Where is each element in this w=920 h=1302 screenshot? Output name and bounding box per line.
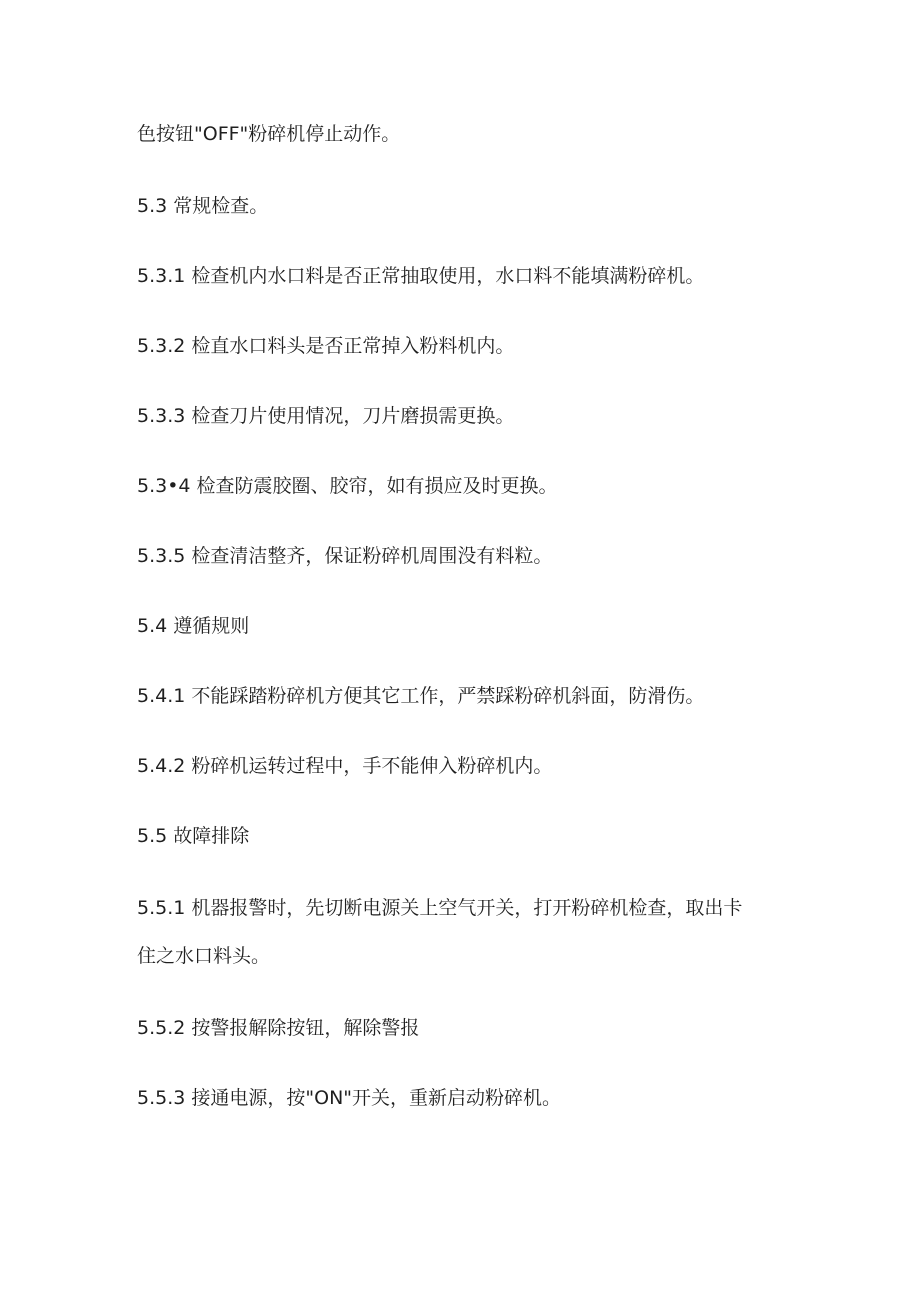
paragraph-line: 5.3.1 检查机内水口料是否正常抽取使用，水口料不能填满粉碎机。 (137, 265, 705, 287)
section-heading-5-3: 5.3 常规检查。 (137, 195, 269, 217)
paragraph-line: 色按钮"OFF"粉碎机停止动作。 (137, 123, 401, 145)
paragraph-line-continued: 住之水口料头。 (137, 945, 271, 967)
section-heading-5-5: 5.5 故障排除 (137, 825, 250, 847)
paragraph-line: 5.3.5 检查清洁整齐，保证粉碎机周围没有料粒。 (137, 545, 553, 567)
paragraph-line: 5.4.1 不能踩踏粉碎机方便其它工作，严禁踩粉碎机斜面，防滑伤。 (137, 685, 705, 707)
paragraph-line: 5.5.3 接通电源，按"ON"开关，重新启动粉碎机。 (137, 1087, 562, 1109)
paragraph-line: 5.3•4 检查防震胶圈、胶帘，如有损应及时更换。 (137, 475, 558, 497)
paragraph-line: 5.5.1 机器报警时，先切断电源关上空气开关，打开粉碎机检查，取出卡 (137, 897, 743, 919)
paragraph-line: 5.3.2 检直水口料头是否正常掉入粉料机内。 (137, 335, 515, 357)
paragraph-line: 5.4.2 粉碎机运转过程中，手不能伸入粉碎机内。 (137, 755, 553, 777)
section-heading-5-4: 5.4 遵循规则 (137, 615, 250, 637)
paragraph-line: 5.3.3 检查刀片使用情况，刀片磨损需更换。 (137, 405, 515, 427)
paragraph-line: 5.5.2 按警报解除按钮，解除警报 (137, 1017, 420, 1039)
